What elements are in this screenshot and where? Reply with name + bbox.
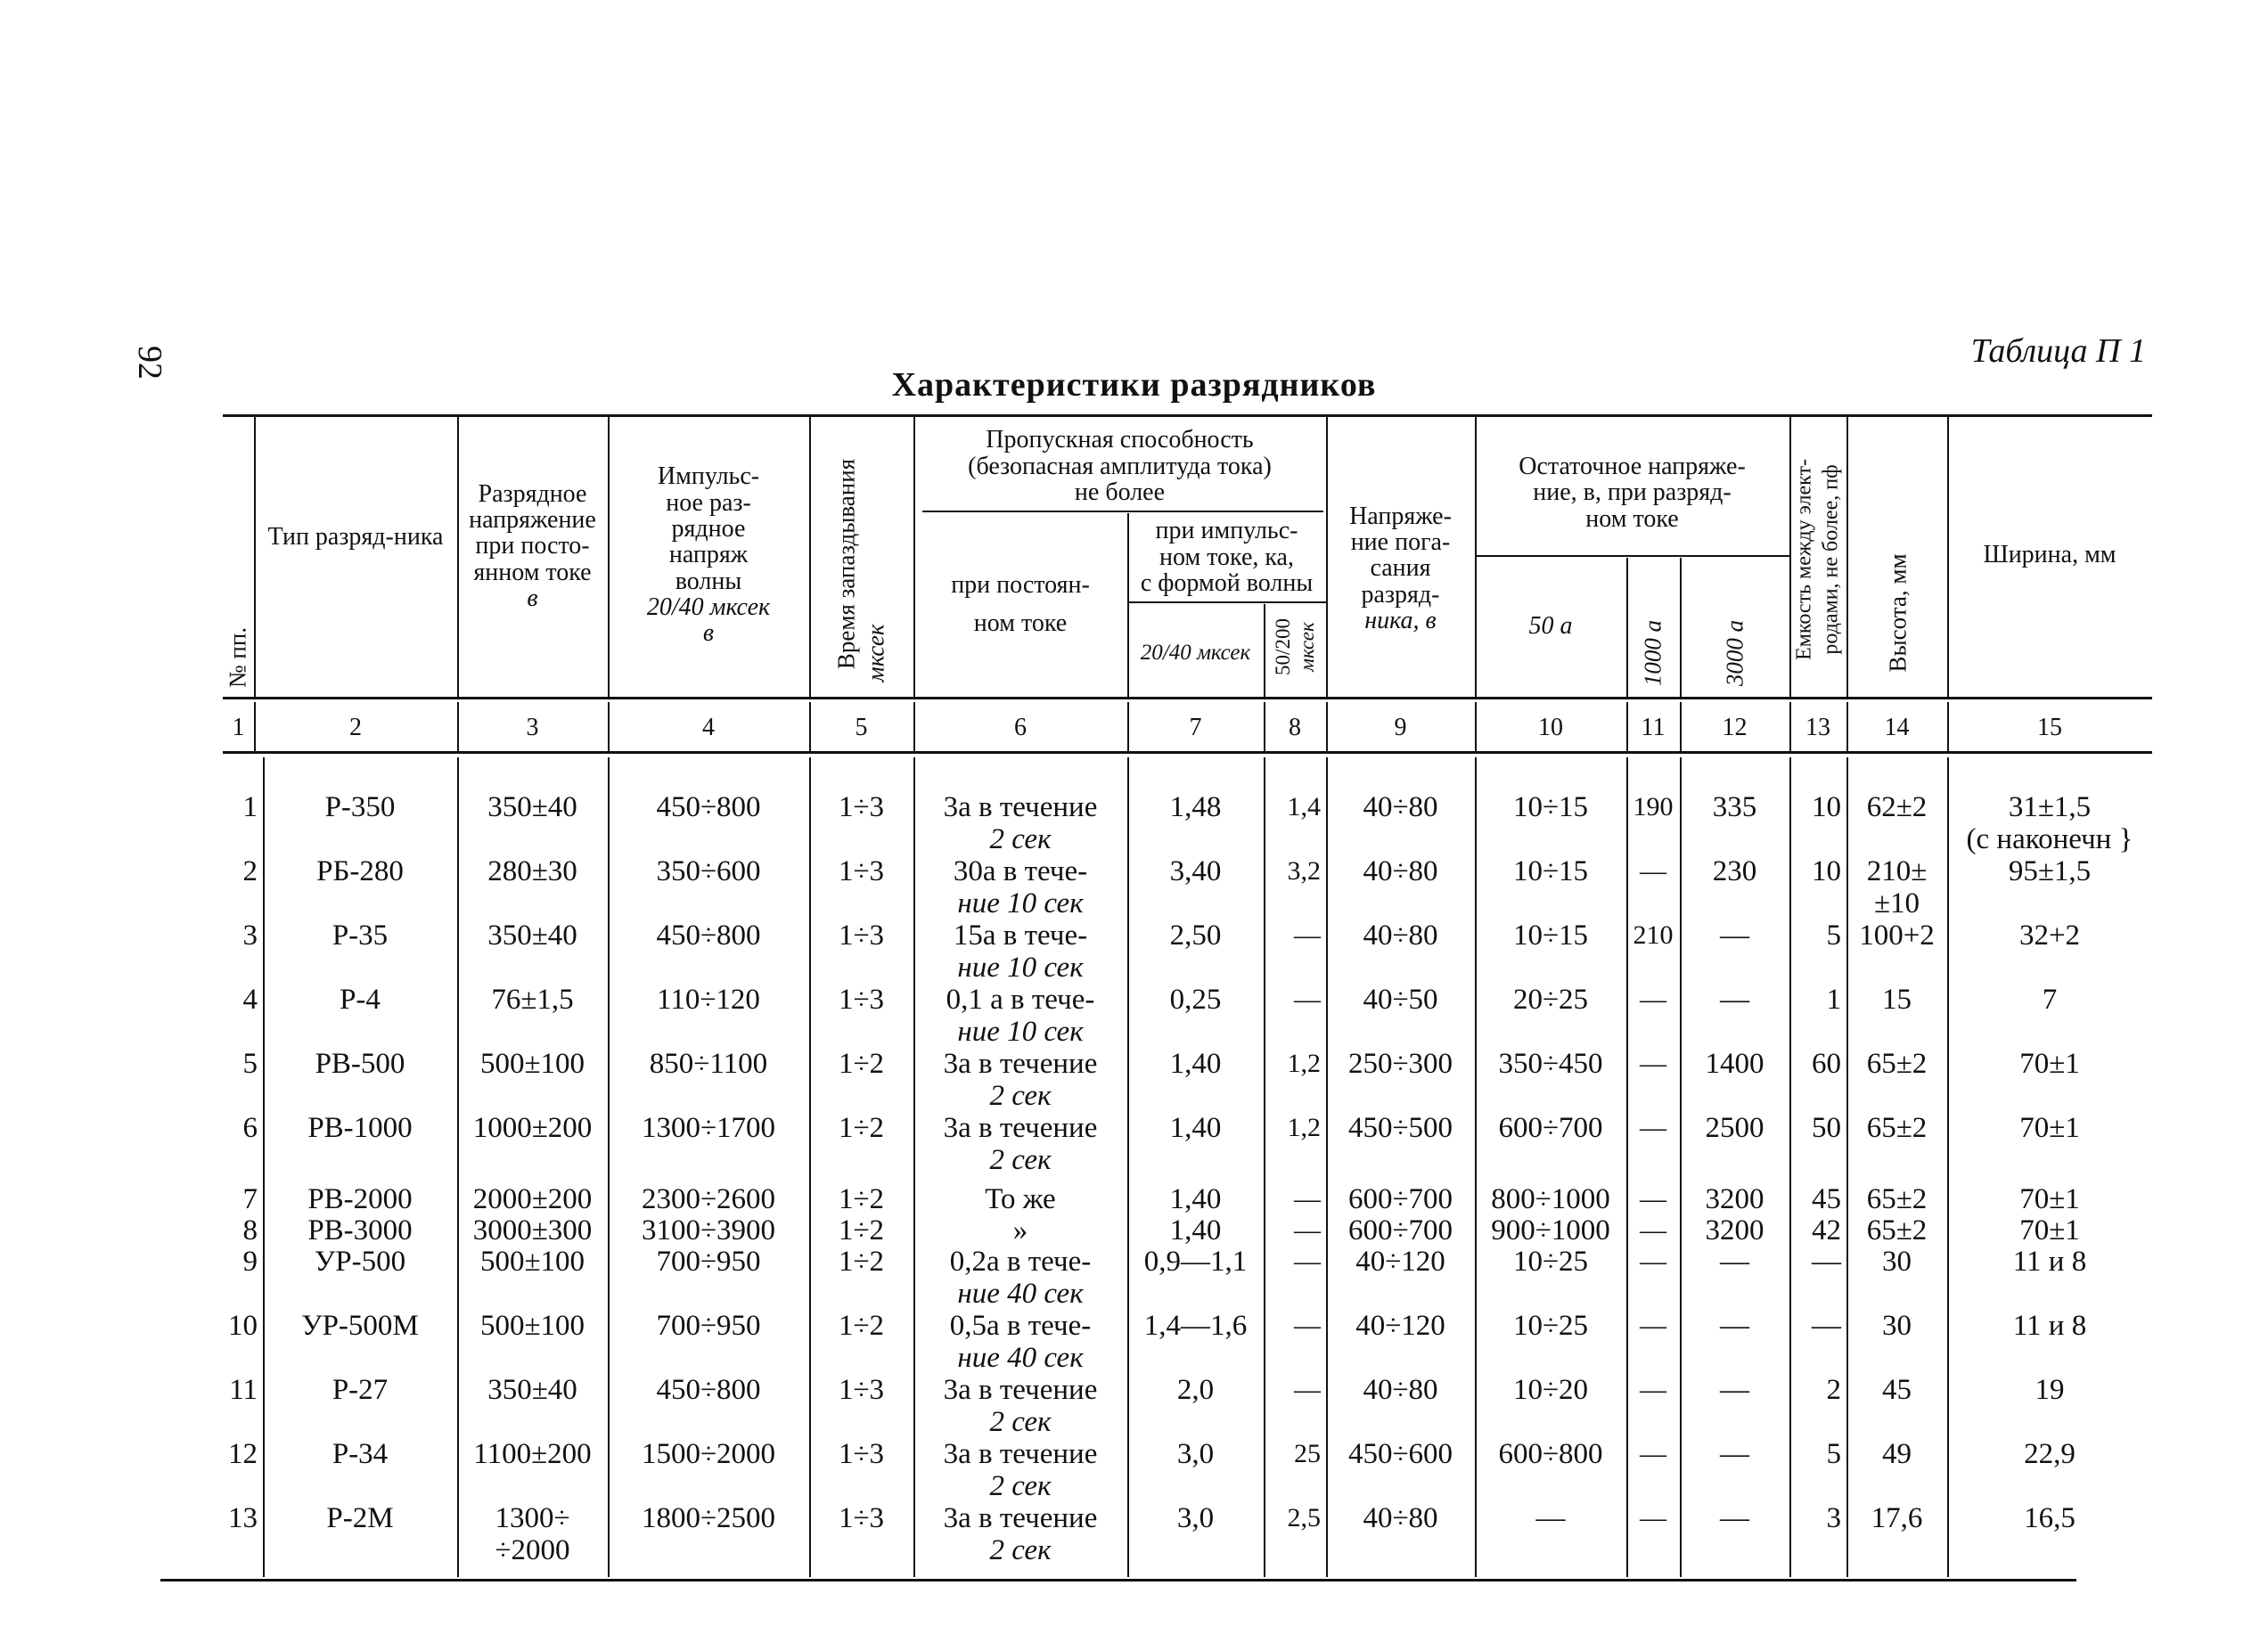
cell-n: 12 — [228, 1438, 258, 1470]
header-dc-current: при постоян- ном токе — [951, 570, 1090, 637]
cell-c11: — — [1640, 1049, 1666, 1078]
column-number: 12 — [1722, 714, 1748, 741]
cell-c3: 3000±300 — [472, 1214, 593, 1246]
cell-n: 1 — [242, 791, 258, 823]
cell-c10: 10÷15 — [1512, 855, 1589, 887]
header-row-number: № пп. — [224, 626, 251, 689]
cell-c8: 1,2 — [1287, 1049, 1321, 1078]
cell-c8: — — [1294, 1215, 1321, 1245]
cell-c14: 45 — [1882, 1374, 1912, 1406]
cell-c15: 95±1,5 — [2008, 855, 2092, 887]
table-row — [223, 919, 2152, 982]
cell-c15: 16,5 — [2024, 1502, 2076, 1534]
cell-c15: 19 — [2035, 1374, 2065, 1406]
cell-c12: 1400 — [1705, 1048, 1764, 1080]
cell-c12: — — [1720, 1374, 1749, 1406]
cell-c3: 1300÷ ÷2000 — [495, 1502, 570, 1566]
cell-c8: — — [1294, 985, 1321, 1014]
header-impulse-voltage: Импульс- ное раз- рядное напряж волны 20/40 мксек в — [646, 462, 771, 648]
cell-type: УР-500 — [314, 1246, 406, 1278]
cell-c10: 800÷1000 — [1491, 1183, 1610, 1215]
cell-c15: 11 и 8 — [2012, 1246, 2087, 1278]
cell-c15: 70±1 — [2019, 1048, 2080, 1080]
cell-c9: 450÷600 — [1347, 1438, 1453, 1470]
cell-c13: 1 — [1826, 984, 1841, 1016]
cell-c11: — — [1640, 856, 1666, 886]
cell-c4: 1500÷2000 — [641, 1438, 776, 1470]
header-residual-50a: 50 а — [1528, 612, 1573, 641]
cell-c9: 40÷50 — [1363, 984, 1438, 1016]
cell-c14: 100+2 — [1859, 919, 1935, 952]
cell-c12: 3200 — [1705, 1214, 1764, 1246]
cell-c9: 250÷300 — [1347, 1048, 1453, 1080]
cell-c8: — — [1294, 920, 1321, 950]
cell-c7: 1,40 — [1169, 1183, 1222, 1215]
column-number: 11 — [1641, 714, 1666, 741]
cell-type: Р-34 — [332, 1438, 389, 1470]
bottom-rule — [160, 1579, 2076, 1582]
header-capacitance-line1: Емкость между элект- — [1792, 459, 1816, 660]
table-row — [223, 1048, 2152, 1110]
cell-c3: 350±40 — [487, 919, 577, 952]
cell-c5: 1÷2 — [838, 1310, 885, 1342]
cell-c4: 1300÷1700 — [641, 1112, 776, 1144]
cell-c5: 1÷3 — [838, 855, 885, 887]
cell-c12: 230 — [1712, 855, 1757, 887]
cell-c11: — — [1640, 1246, 1666, 1276]
column-number: 15 — [2037, 714, 2062, 741]
cell-c5: 1÷2 — [838, 1183, 885, 1215]
cell-c12: — — [1720, 1502, 1749, 1534]
cell-c14: 65±2 — [1866, 1048, 1928, 1080]
column-number: 9 — [1394, 714, 1407, 741]
cell-c9: 40÷120 — [1355, 1246, 1445, 1278]
cell-c13: 5 — [1826, 919, 1841, 952]
cell-type: УР-500М — [301, 1310, 419, 1342]
cell-c6: 0,1 а в тече- ние 10 сек — [946, 984, 1095, 1048]
cell-c4: 700÷950 — [656, 1310, 761, 1342]
cell-c12: 335 — [1712, 791, 1757, 823]
cell-c15: 11 и 8 — [2012, 1310, 2087, 1342]
cell-c13: 2 — [1826, 1374, 1841, 1406]
header-discharge-voltage: Разрядное напряжение при посто- янном токе в — [469, 479, 596, 613]
cell-c5: 1÷3 — [838, 919, 885, 952]
cell-c15: 32+2 — [2018, 919, 2081, 952]
table-title: Характеристики разрядников — [891, 366, 1377, 404]
cell-n: 2 — [242, 855, 258, 887]
cell-c11: — — [1640, 1439, 1666, 1468]
cell-c5: 1÷3 — [838, 1438, 885, 1470]
cell-type: Р-27 — [332, 1374, 389, 1406]
cell-c15: 70±1 — [2019, 1112, 2080, 1144]
table-body — [223, 757, 2152, 1577]
cell-c6: » — [1012, 1214, 1028, 1246]
header-wave-50-200: 50/200 — [1272, 618, 1294, 675]
cell-n: 6 — [242, 1112, 258, 1144]
cell-c6: 30а в тече- ние 10 сек — [953, 855, 1088, 919]
cell-c6: 3а в течение 2 сек — [943, 1374, 1098, 1438]
cell-c15: 7 — [2042, 984, 2058, 1016]
cell-c5: 1÷3 — [838, 1374, 885, 1406]
cell-c10: 10÷25 — [1512, 1246, 1589, 1278]
cell-c4: 1800÷2500 — [641, 1502, 776, 1534]
cell-c10: 900÷1000 — [1491, 1214, 1610, 1246]
cell-c7: 3,40 — [1169, 855, 1222, 887]
cell-c4: 700÷950 — [656, 1246, 761, 1278]
table-row — [223, 791, 2152, 854]
cell-c9: 450÷500 — [1347, 1112, 1453, 1144]
page-number: 92 — [131, 346, 168, 380]
cell-c8: 2,5 — [1287, 1503, 1321, 1532]
cell-c9: 40÷80 — [1363, 919, 1438, 952]
column-number: 4 — [702, 714, 715, 741]
table-row — [223, 855, 2152, 918]
cell-c5: 1÷2 — [838, 1112, 885, 1144]
header-wave-20-40: 20/40 мксек — [1140, 640, 1251, 665]
cell-type: РВ-1000 — [307, 1112, 413, 1144]
table-row — [223, 1374, 2152, 1436]
cell-c5: 1÷2 — [838, 1246, 885, 1278]
cell-c3: 350±40 — [487, 1374, 577, 1406]
cell-c13: 10 — [1812, 791, 1841, 823]
cell-n: 13 — [228, 1502, 258, 1534]
cell-n: 8 — [242, 1214, 258, 1246]
cell-c10: 350÷450 — [1498, 1048, 1603, 1080]
cell-type: Р-2М — [326, 1502, 394, 1534]
cell-type: РБ-280 — [316, 855, 404, 887]
cell-c4: 110÷120 — [657, 984, 760, 1016]
cell-c10: 10÷25 — [1512, 1310, 1589, 1342]
cell-c3: 1000±200 — [472, 1112, 593, 1144]
cell-c12: — — [1720, 984, 1749, 1016]
cell-c6: 15а в тече- ние 10 сек — [953, 919, 1088, 984]
cell-n: 9 — [242, 1246, 258, 1278]
cell-c15: 22,9 — [2024, 1438, 2076, 1470]
cell-c9: 600÷700 — [1347, 1183, 1453, 1215]
cell-c14: 65±2 — [1866, 1112, 1928, 1144]
cell-c13: 50 — [1812, 1112, 1841, 1144]
cell-c4: 3100÷3900 — [641, 1214, 776, 1246]
cell-c4: 450÷800 — [656, 791, 761, 823]
cell-c5: 1÷3 — [838, 791, 885, 823]
header-impulse-current-group: при импульс- ном токе, ка, с формой волны — [1140, 517, 1314, 598]
cell-c7: 1,48 — [1169, 791, 1222, 823]
cell-c8: 1,4 — [1287, 792, 1321, 821]
cell-c7: 2,0 — [1176, 1374, 1215, 1406]
cell-c6: То же — [985, 1183, 1056, 1215]
column-number: 5 — [855, 714, 868, 741]
table-row — [223, 1246, 2152, 1308]
cell-c10: 600÷700 — [1498, 1112, 1603, 1144]
cell-c10: 600÷800 — [1498, 1438, 1603, 1470]
column-number-row — [223, 702, 2152, 754]
cell-c13: 45 — [1812, 1183, 1841, 1215]
cell-c9: 40÷80 — [1363, 855, 1438, 887]
cell-c7: 1,40 — [1169, 1214, 1222, 1246]
cell-c14: 65±2 — [1866, 1214, 1928, 1246]
cell-c12: 2500 — [1705, 1112, 1764, 1144]
cell-c5: 1÷2 — [838, 1048, 885, 1080]
cell-c11: — — [1640, 1503, 1666, 1532]
cell-c14: 15 — [1882, 984, 1912, 1016]
cell-n: 11 — [229, 1374, 258, 1406]
column-number: 13 — [1805, 714, 1830, 741]
table-row — [223, 1502, 2152, 1565]
column-number: 7 — [1189, 714, 1202, 741]
column-number: 2 — [349, 714, 362, 741]
cell-c6: 3а в течение 2 сек — [943, 1502, 1098, 1566]
header-residual-voltage-group: Остаточное напряже- ние, в, при разряд- ном токе — [1519, 452, 1746, 533]
column-number: 10 — [1538, 714, 1563, 741]
table-header — [223, 414, 2152, 699]
cell-c7: 1,40 — [1169, 1112, 1222, 1144]
header-width: Ширина, мм — [1983, 541, 2117, 569]
header-height: Высота, мм — [1884, 553, 1912, 673]
cell-c7: 1,40 — [1169, 1048, 1222, 1080]
cell-c9: 40÷120 — [1355, 1310, 1445, 1342]
cell-c14: 30 — [1882, 1246, 1912, 1278]
header-delay-unit: мксек — [862, 624, 889, 682]
cell-c9: 40÷80 — [1363, 1374, 1438, 1406]
cell-c6: 0,2а в тече- ние 40 сек — [949, 1246, 1092, 1310]
cell-c3: 76±1,5 — [491, 984, 574, 1016]
cell-c10: 10÷15 — [1512, 919, 1589, 952]
cell-c3: 500±100 — [479, 1310, 585, 1342]
cell-c5: 1÷2 — [838, 1214, 885, 1246]
cell-c13: — — [1812, 1310, 1841, 1342]
cell-c7: 2,50 — [1169, 919, 1222, 952]
column-number: 6 — [1014, 714, 1027, 741]
header-type: Тип разряд-ника — [267, 523, 444, 552]
cell-c10: — — [1535, 1502, 1566, 1534]
cell-type: РВ-3000 — [307, 1214, 413, 1246]
header-wave-50-200-unit: мксек — [1296, 622, 1318, 672]
cell-c13: 42 — [1812, 1214, 1841, 1246]
cell-c12: — — [1720, 1310, 1749, 1342]
table-row — [223, 1438, 2152, 1500]
column-number: 8 — [1289, 714, 1301, 741]
cell-c4: 450÷800 — [656, 919, 761, 952]
cell-n: 10 — [228, 1310, 258, 1342]
cell-c3: 500±100 — [479, 1246, 585, 1278]
cell-c8: 3,2 — [1287, 856, 1321, 886]
header-delay-time: Время запаздывания — [832, 458, 860, 670]
cell-c3: 280±30 — [487, 855, 577, 887]
cell-c7: 3,0 — [1176, 1438, 1215, 1470]
header-residual-1000a: 1000 а — [1639, 619, 1666, 687]
cell-c10: 10÷20 — [1512, 1374, 1589, 1406]
cell-c9: 40÷80 — [1363, 791, 1438, 823]
cell-n: 4 — [242, 984, 258, 1016]
cell-c15: 70±1 — [2019, 1183, 2080, 1215]
cell-c13: — — [1812, 1246, 1841, 1278]
cell-c12: — — [1720, 1438, 1749, 1470]
cell-c6: 3а в течение 2 сек — [943, 1112, 1098, 1176]
cell-c8: — — [1294, 1375, 1321, 1404]
cell-c6: 3а в течение 2 сек — [943, 1438, 1098, 1502]
table-label: Таблица П 1 — [1970, 332, 2146, 370]
header-residual-3000a: 3000 а — [1721, 619, 1748, 687]
cell-c10: 10÷15 — [1512, 791, 1589, 823]
cell-c3: 1100±200 — [473, 1438, 592, 1470]
cell-c8: — — [1294, 1184, 1321, 1214]
cell-c14: 49 — [1882, 1438, 1912, 1470]
cell-c3: 2000±200 — [472, 1183, 593, 1215]
cell-c14: 17,6 — [1871, 1502, 1923, 1534]
cell-c12: — — [1720, 1246, 1749, 1278]
cell-c13: 5 — [1826, 1438, 1841, 1470]
cell-type: Р-35 — [332, 919, 389, 952]
cell-c14: 210± ±10 — [1866, 855, 1928, 919]
cell-type: Р-4 — [340, 984, 381, 1016]
cell-c15: 70±1 — [2019, 1214, 2080, 1246]
cell-c4: 850÷1100 — [649, 1048, 768, 1080]
cell-c11: — — [1640, 1375, 1666, 1404]
cell-c11: — — [1640, 985, 1666, 1014]
cell-c8: 1,2 — [1287, 1113, 1321, 1142]
cell-c3: 500±100 — [479, 1048, 585, 1080]
header-extinction-voltage: Напряже- ние пога- сания разряд- ника, в — [1349, 502, 1452, 635]
cell-c10: 20÷25 — [1512, 984, 1589, 1016]
cell-c6: 0,5а в тече- ние 40 сек — [949, 1310, 1092, 1374]
cell-c12: — — [1720, 919, 1749, 952]
cell-c4: 350÷600 — [656, 855, 761, 887]
cell-c7: 0,25 — [1169, 984, 1222, 1016]
cell-c9: 40÷80 — [1363, 1502, 1438, 1534]
table-row — [223, 1112, 2152, 1174]
cell-c11: — — [1640, 1113, 1666, 1142]
cell-n: 7 — [242, 1183, 258, 1215]
header-capacitance-line2: родами, не более, пф — [1819, 464, 1843, 655]
cell-c4: 450÷800 — [656, 1374, 761, 1406]
cell-c5: 1÷3 — [838, 1502, 885, 1534]
cell-c14: 30 — [1882, 1310, 1912, 1342]
cell-c14: 65±2 — [1866, 1183, 1928, 1215]
cell-c4: 2300÷2600 — [641, 1183, 776, 1215]
cell-c9: 600÷700 — [1347, 1214, 1453, 1246]
cell-c11: — — [1640, 1311, 1666, 1340]
cell-c8: — — [1294, 1311, 1321, 1340]
cell-c11: 190 — [1633, 792, 1674, 821]
cell-c7: 1,4—1,6 — [1143, 1310, 1248, 1342]
cell-n: 3 — [242, 919, 258, 952]
cell-c5: 1÷3 — [838, 984, 885, 1016]
cell-c8: 25 — [1294, 1439, 1321, 1468]
cell-c14: 62±2 — [1866, 791, 1928, 823]
cell-c6: 3а в течение 2 сек — [943, 1048, 1098, 1112]
column-number: 14 — [1884, 714, 1910, 741]
cell-type: РВ-2000 — [307, 1183, 413, 1215]
column-number: 3 — [526, 714, 539, 741]
cell-c12: 3200 — [1705, 1183, 1764, 1215]
table-row — [223, 984, 2152, 1046]
cell-c6: 3а в течение 2 сек — [943, 791, 1098, 855]
cell-type: РВ-500 — [315, 1048, 405, 1080]
cell-c13: 3 — [1826, 1502, 1841, 1534]
cell-c15: 31±1,5 (с наконечн } — [1966, 791, 2133, 855]
cell-n: 5 — [242, 1048, 258, 1080]
cell-c11: — — [1640, 1215, 1666, 1245]
cell-c13: 10 — [1812, 855, 1841, 887]
cell-c11: 210 — [1633, 920, 1674, 950]
cell-c13: 60 — [1812, 1048, 1841, 1080]
cell-c3: 350±40 — [487, 791, 577, 823]
cell-c11: — — [1640, 1184, 1666, 1214]
cell-c7: 3,0 — [1176, 1502, 1215, 1534]
header-throughput-group: Пропускная способность (безопасная амплитуда тока) не более — [968, 426, 1272, 507]
table-row — [223, 1310, 2152, 1372]
cell-c7: 0,9—1,1 — [1143, 1246, 1248, 1278]
cell-type: Р-350 — [324, 791, 396, 823]
column-number: 1 — [232, 714, 245, 741]
cell-c8: — — [1294, 1246, 1321, 1276]
